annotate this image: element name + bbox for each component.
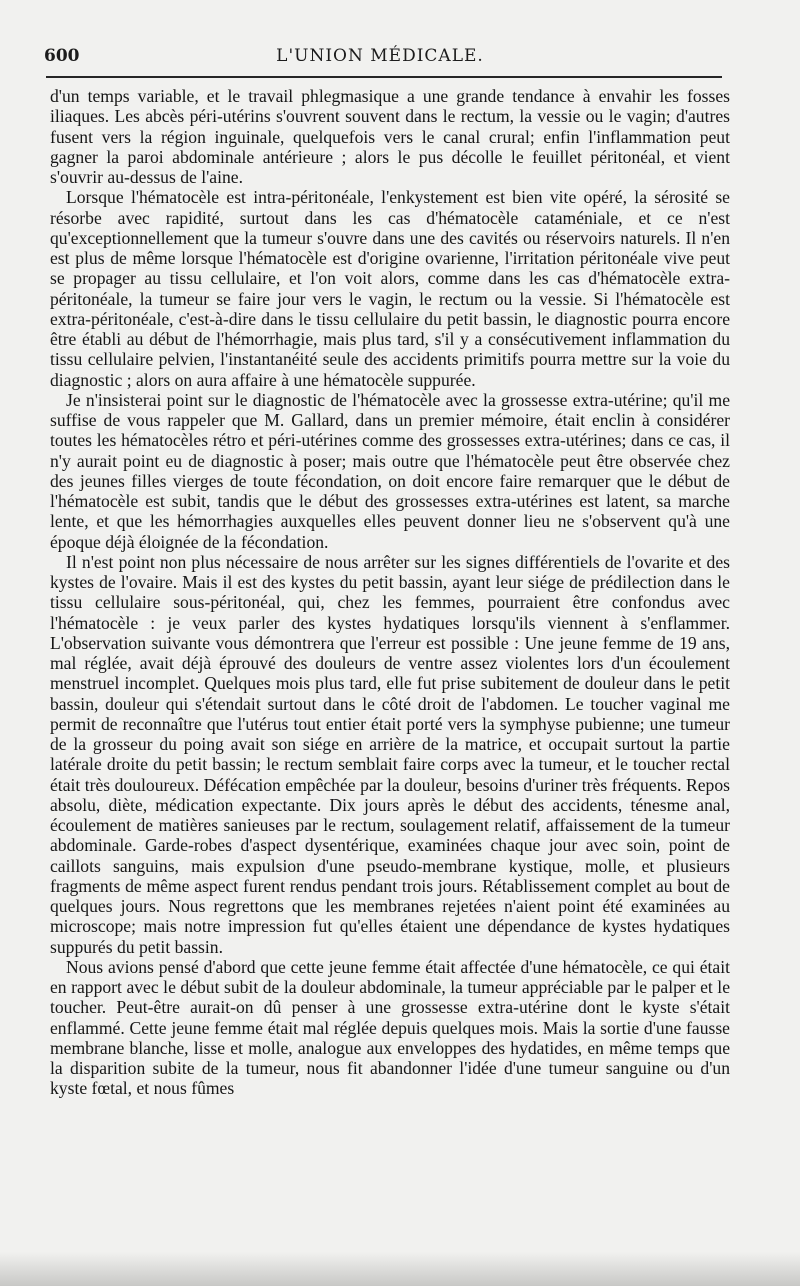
page-header [40,42,720,72]
paragraph: Lorsque l'hématocèle est intra-péritonéale, l'enkystement est bien vite opéré, la sérosité se résorbe avec rapidité, surtout dans les cas d'hématocèle cataméniale, et ce n'est qu'exceptionnellement que la tumeur s'ouvre dans une des cavités ou réservoirs naturels. Il n'en est plus de même lorsque l'hématocèle est d'origine ovarienne, l'irritation péritonéale vive peut se propager au tissu cellulaire, et l'on voit alors, comme dans les cas d'hématocèle extra-péritonéale, la tumeur se faire jour vers le vagin, le rectum ou la vessie. Si l'hématocèle est extra-péritonéale, c'est-à-dire dans le tissu cellulaire du petit bassin, le diagnostic pourra encore être établi au début de l'hémorrhagie, mais plus tard, s'il y a consécutivement inflammation du tissu cellulaire pelvien, l'instantanéité seule des accidents primitifs pourra mettre sur la voie du diagnostic ; alors on aura affaire à une hématocèle suppurée. [50,187,730,390]
page-number: 600 [44,46,80,66]
page-bottom-edge [0,1252,800,1286]
paragraph: Je n'insisterai point sur le diagnostic de l'hématocèle avec la grossesse extra-utérine; qu'il me suffise de vous rappeler que M. Gallard, dans un premier mémoire, était enclin à considérer toutes les hématocèles rétro et péri-utérines comme des grossesses extra-utérines; dans ce cas, il n'y aurait point eu de diagnostic à poser; mais outre que l'hématocèle peut être observée chez des jeunes filles vierges de toute fécondation, on doit encore faire remarquer que le début de l'hématocèle est subit, tandis que le début des grossesses extra-utérines est latent, sa marche lente, et que les hémorrhagies auxquelles elles peuvent donner lieu ne s'observent qu'à une époque déjà éloignée de la fécondation. [50,389,730,552]
running-title: L'UNION MÉDICALE. [276,46,484,66]
header-rule [46,76,722,78]
body-text [50,86,730,1099]
paragraph: d'un temps variable, et le travail phlegmasique a une grande tendance à envahir les fosses iliaques. Les abcès péri-utérins s'ouvrent souvent dans le rectum, la vessie ou le vagin; d'autres fusent vers la région inguinale, quelquefois vers le canal crural; enfin l'inflammation peut gagner la paroi abdominale antérieure ; alors le pus décolle le feuillet péritonéal, et vient s'ouvrir au-dessus de l'aine. [50,86,730,187]
paragraph: Il n'est point non plus nécessaire de nous arrêter sur les signes différentiels de l'ovarite et des kystes de l'ovaire. Mais il est des kystes du petit bassin, ayant leur siége de prédilection dans le tissu cellulaire sous-péritonéal, qui, chez les femmes, pourraient être confondus avec l'hématocèle : je veux parler des kystes hydatiques lorsqu'ils viennent à s'enflammer. L'observation suivante vous démontrera que l'erreur est possible : Une jeune femme de 19 ans, mal réglée, avait déjà éprouvé des douleurs de ventre assez violentes lors d'un écoulement menstruel incomplet. Quelques mois plus tard, elle fut prise subitement de douleur dans le petit bassin, douleur qui s'étendait surtout dans le côté droit de l'abdomen. Le toucher vaginal me permit de reconnaître que l'utérus tout entier était porté vers la symphyse pubienne; une tumeur de la grosseur du poing avait son siége en arrière de la matrice, et occupait surtout la partie latérale droite du petit bassin; le rectum semblait faire corps avec la tumeur, et le toucher rectal était très douloureux. Défécation empêchée par la douleur, besoins d'uriner très fréquents. Repos absolu, diète, médication expectante. Dix jours après le début des accidents, ténesme anal, écoulement de matières sanieuses par le rectum, soulagement relatif, affaissement de la tumeur abdominale. Garde-robes d'aspect dysentérique, examinées chaque jour avec soin, point de caillots sanguins, mais expulsion d'une pseudo-membrane kystique, molle, et plusieurs fragments de même aspect furent rendus pendant trois jours. Rétablissement complet au bout de quelques jours. Nous regrettons que les membranes rejetées n'aient point été examinées au microscope; mais notre impression fut qu'elles étaient une dépendance de kystes hydatiques suppurés du petit bassin. [50,551,730,957]
paragraph: Nous avions pensé d'abord que cette jeune femme était affectée d'une hématocèle, ce qui était en rapport avec le début subit de la douleur abdominale, la tumeur appréciable par le palper et le toucher. Peut-être aurait-on dû penser à une grossesse extra-utérine dont le kyste s'était enflammé. Cette jeune femme était mal réglée depuis quelques mois. Mais la sortie d'une fausse membrane blanche, lisse et molle, analogue aux enveloppes des hydatides, en même temps que la disparition subite de la tumeur, nous fit abandonner l'idée d'une tumeur sanguine ou d'un kyste fœtal, et nous fûmes [50,956,730,1099]
